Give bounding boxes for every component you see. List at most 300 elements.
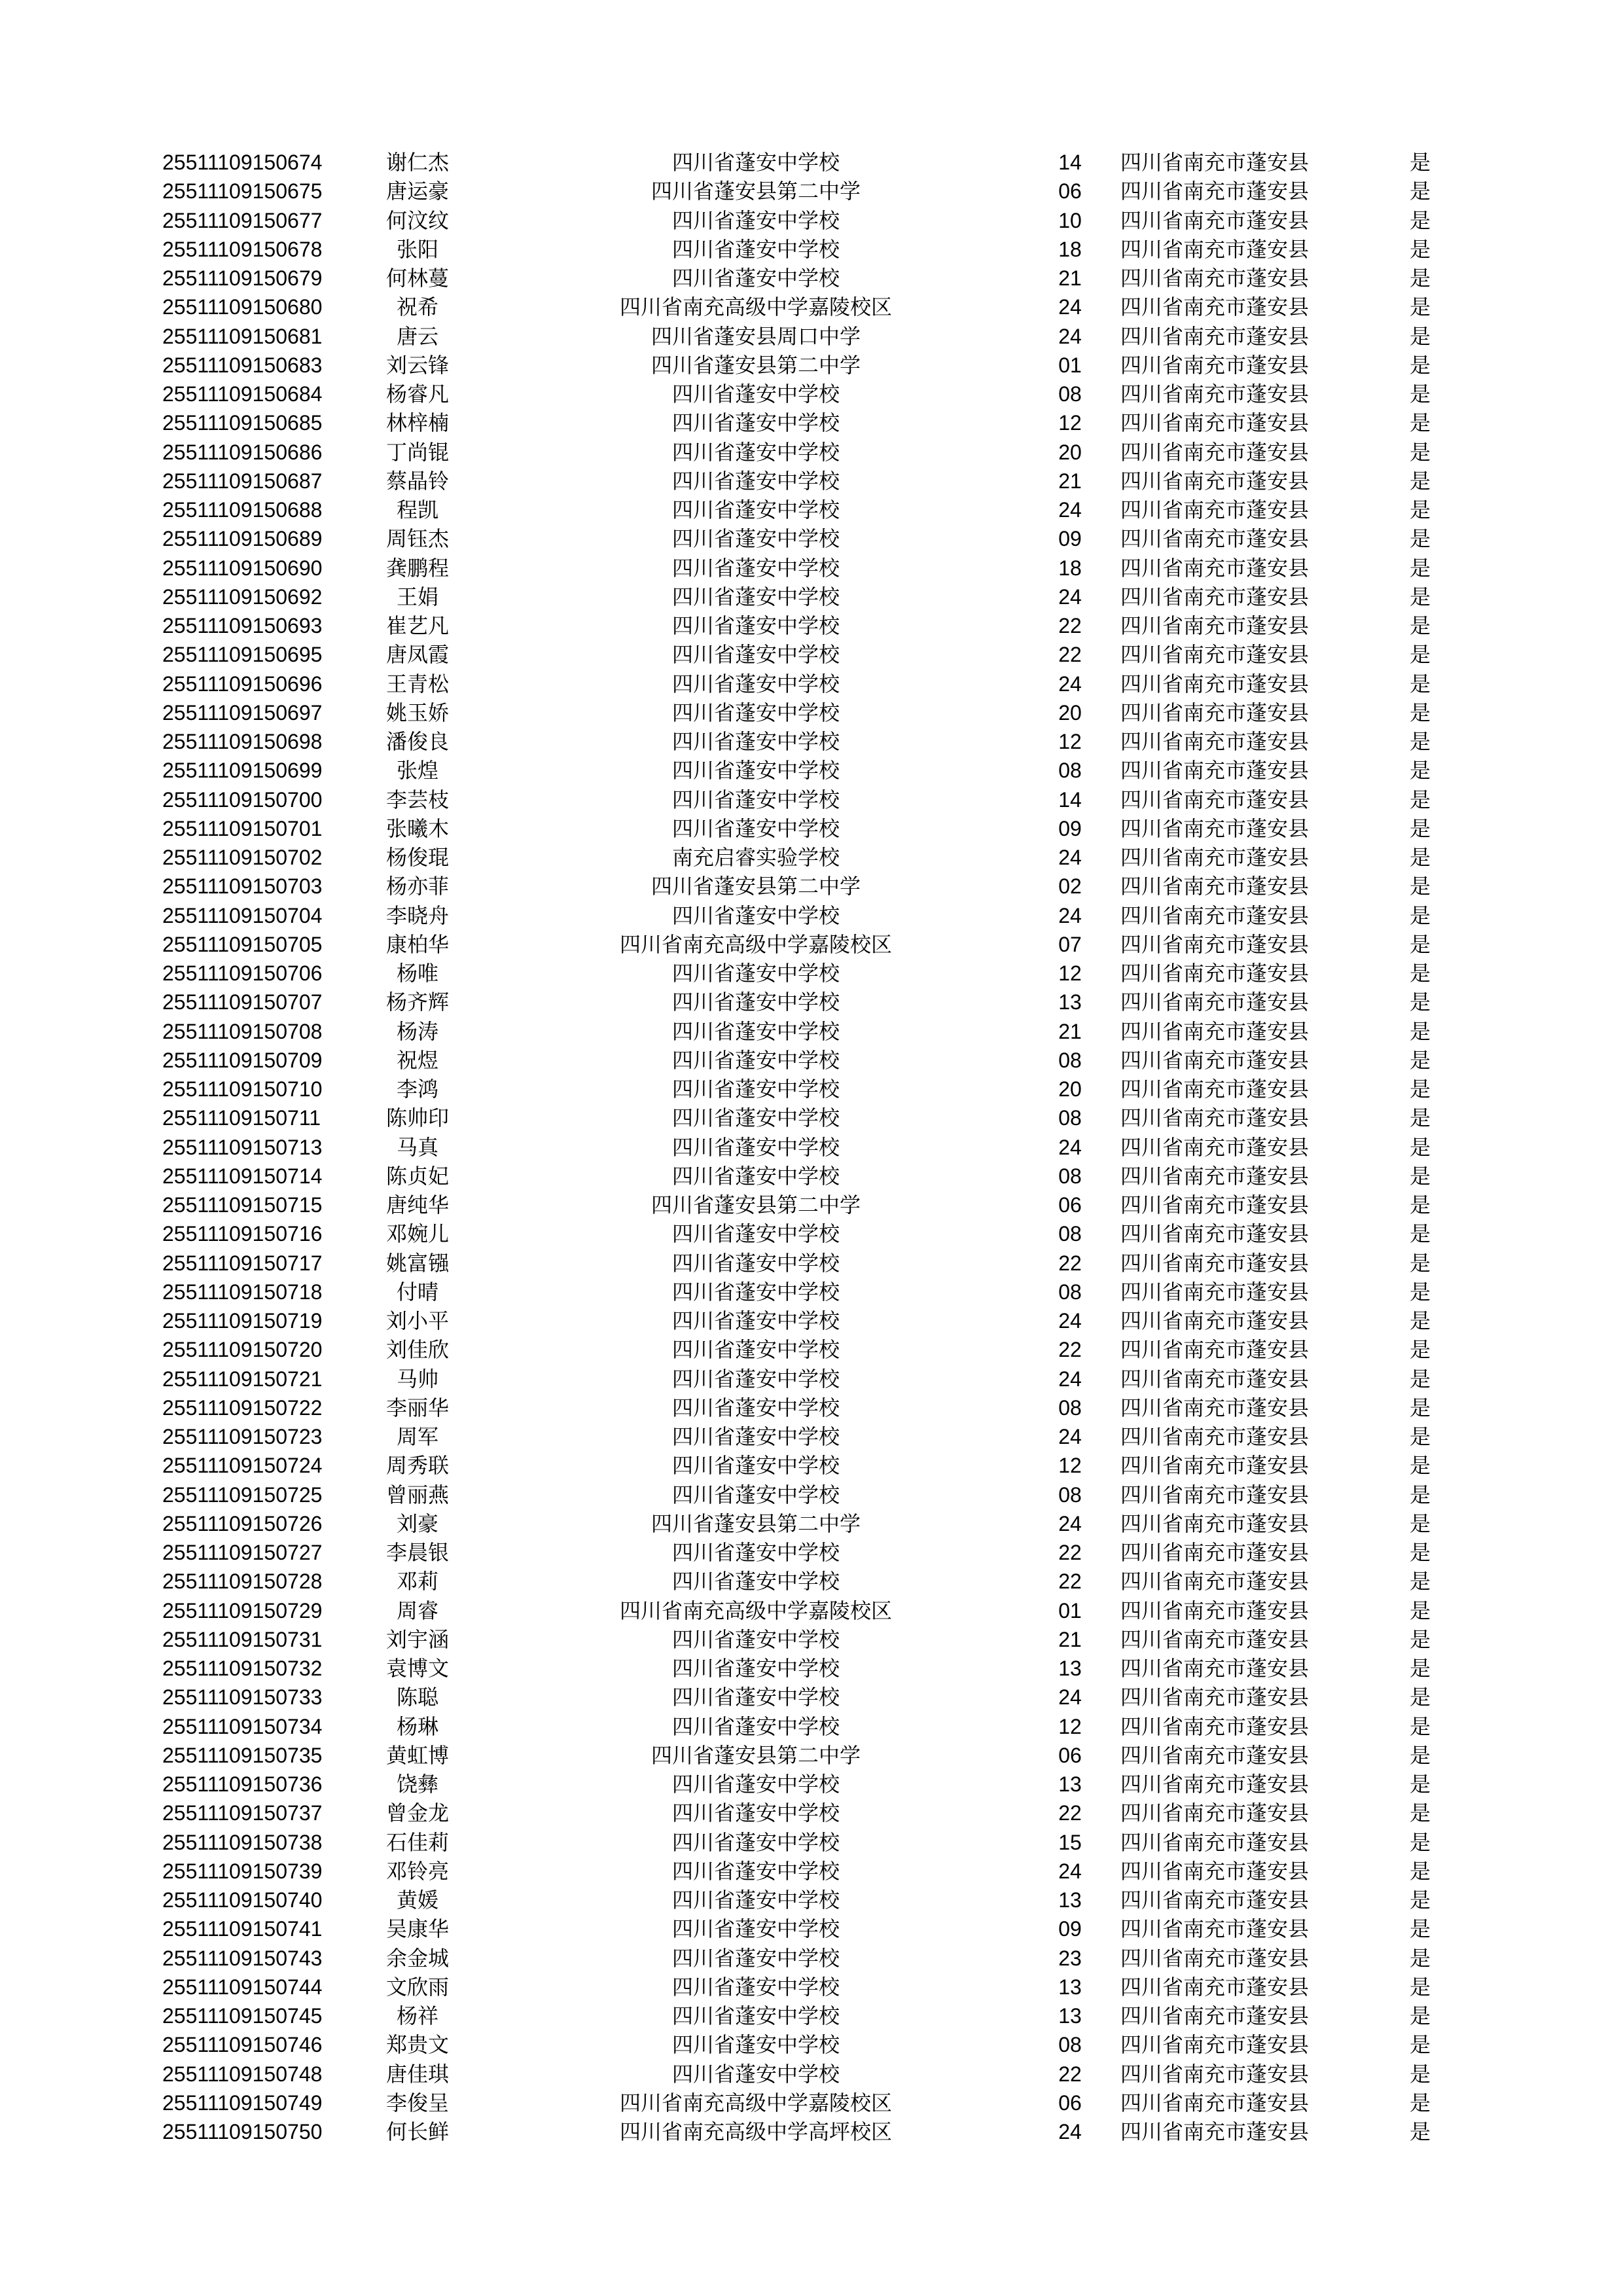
student-id-cell: 25511109150724 (162, 1454, 323, 1478)
region-cell: 四川省南充市蓬安县 (1120, 2090, 1310, 2115)
region-cell: 四川省南充市蓬安县 (1120, 439, 1310, 465)
region-cell: 四川省南充市蓬安县 (1120, 787, 1310, 812)
table-row (0, 1335, 1623, 1364)
status-flag-cell: 是 (1409, 1047, 1431, 1073)
class-number-cell: 13 (1058, 1657, 1082, 1680)
status-flag-cell: 是 (1409, 1337, 1431, 1363)
class-number-cell: 12 (1058, 1454, 1082, 1478)
class-number-cell: 08 (1058, 1164, 1082, 1188)
table-row (0, 930, 1623, 959)
status-flag-cell: 是 (1409, 1424, 1431, 1449)
school-cell: 四川省南充高级中学嘉陵校区 (619, 2090, 892, 2115)
table-row (0, 1365, 1623, 1393)
table-row (0, 1683, 1623, 1712)
status-flag-cell: 是 (1409, 671, 1431, 696)
status-flag-cell: 是 (1409, 468, 1431, 493)
student-id-cell: 25511109150707 (162, 990, 323, 1014)
class-number-cell: 08 (1058, 1106, 1082, 1130)
student-id-cell: 25511109150741 (162, 1917, 323, 1941)
region-cell: 四川省南充市蓬安县 (1120, 700, 1310, 725)
region-cell: 四川省南充市蓬安县 (1120, 1105, 1310, 1131)
school-cell: 四川省蓬安中学校 (671, 671, 840, 696)
status-flag-cell: 是 (1409, 236, 1431, 262)
student-name-cell: 李俊呈 (385, 2090, 449, 2115)
school-cell: 四川省蓬安中学校 (671, 555, 840, 581)
student-name-cell: 杨睿凡 (385, 382, 449, 406)
student-name-cell: 邓婉儿 (385, 1221, 449, 1247)
status-flag-cell: 是 (1409, 1308, 1431, 1333)
region-cell: 四川省南充市蓬安县 (1120, 729, 1310, 754)
region-cell: 四川省南充市蓬安县 (1120, 1482, 1310, 1507)
class-number-cell: 24 (1058, 584, 1082, 609)
school-cell: 四川省蓬安中学校 (671, 1337, 840, 1363)
student-name-cell: 袁博文 (385, 1656, 449, 1681)
student-id-cell: 25511109150689 (162, 527, 323, 551)
class-number-cell: 24 (1058, 2120, 1082, 2144)
region-cell: 四川省南充市蓬安县 (1120, 1511, 1310, 1536)
school-cell: 四川省蓬安中学校 (671, 2061, 840, 2087)
class-number-cell: 24 (1058, 903, 1082, 927)
status-flag-cell: 是 (1409, 1888, 1431, 1912)
class-number-cell: 12 (1058, 961, 1082, 985)
table-row (0, 206, 1623, 235)
region-cell: 四川省南充市蓬安县 (1120, 236, 1310, 262)
student-name-cell: 姚富镪 (385, 1250, 449, 1276)
status-flag-cell: 是 (1409, 1685, 1431, 1710)
student-id-cell: 25511109150720 (162, 1338, 323, 1362)
region-cell: 四川省南充市蓬安县 (1120, 207, 1310, 233)
class-number-cell: 22 (1058, 1570, 1082, 1594)
class-number-cell: 08 (1058, 1482, 1082, 1507)
class-number-cell: 14 (1058, 151, 1082, 174)
class-number-cell: 23 (1058, 1946, 1082, 1970)
status-flag-cell: 是 (1409, 1598, 1431, 1623)
student-name-cell: 康柏华 (385, 931, 449, 957)
school-cell: 四川省蓬安县第二中学 (651, 874, 861, 899)
table-row (0, 467, 1623, 495)
status-flag-cell: 是 (1409, 642, 1431, 668)
student-id-cell: 25511109150695 (162, 643, 323, 667)
class-number-cell: 06 (1058, 1193, 1082, 1217)
student-name-cell: 郑贵文 (385, 2032, 449, 2058)
student-name-cell: 林梓楠 (385, 410, 449, 436)
student-name-cell: 李晓舟 (385, 903, 449, 928)
student-id-cell: 25511109150743 (162, 1946, 323, 1970)
table-row (0, 2060, 1623, 2089)
status-flag-cell: 是 (1409, 526, 1431, 552)
status-flag-cell: 是 (1409, 2090, 1431, 2115)
student-id-cell: 25511109150744 (162, 1975, 323, 1999)
table-row (0, 1133, 1623, 1162)
school-cell: 四川省蓬安中学校 (671, 1626, 840, 1652)
class-number-cell: 08 (1058, 1048, 1082, 1072)
school-cell: 四川省蓬安中学校 (671, 1829, 840, 1855)
region-cell: 四川省南充市蓬安县 (1120, 1801, 1310, 1826)
school-cell: 四川省蓬安中学校 (671, 961, 840, 986)
student-name-cell: 龚鹏程 (385, 555, 449, 581)
student-id-cell: 25511109150680 (162, 295, 323, 319)
table-row (0, 1219, 1623, 1248)
student-name-cell: 杨唯 (396, 961, 438, 986)
region-cell: 四川省南充市蓬安县 (1120, 1077, 1310, 1102)
region-cell: 四川省南充市蓬安县 (1120, 1134, 1310, 1160)
school-cell: 四川省蓬安中学校 (671, 1569, 840, 1594)
school-cell: 四川省蓬安中学校 (671, 382, 840, 406)
student-name-cell: 黄媛 (396, 1888, 438, 1912)
student-name-cell: 文欣雨 (385, 1974, 449, 2000)
class-number-cell: 24 (1058, 1511, 1082, 1535)
table-row (0, 611, 1623, 640)
student-name-cell: 姚玉娇 (385, 700, 449, 725)
table-row (0, 2030, 1623, 2059)
student-id-cell: 25511109150681 (162, 324, 323, 348)
region-cell: 四川省南充市蓬安县 (1120, 1858, 1310, 1884)
status-flag-cell: 是 (1409, 1916, 1431, 1942)
region-cell: 四川省南充市蓬安县 (1120, 1569, 1310, 1594)
school-cell: 四川省蓬安中学校 (671, 642, 840, 668)
class-number-cell: 13 (1058, 990, 1082, 1014)
class-number-cell: 13 (1058, 2004, 1082, 2028)
table-row (0, 988, 1623, 1016)
status-flag-cell: 是 (1409, 1395, 1431, 1420)
student-name-cell: 余金城 (385, 1945, 449, 1971)
school-cell: 南充启睿实验学校 (671, 845, 840, 870)
student-name-cell: 唐纯华 (385, 1193, 449, 1217)
student-name-cell: 李丽华 (385, 1395, 449, 1420)
school-cell: 四川省蓬安中学校 (671, 990, 840, 1015)
region-cell: 四川省南充市蓬安县 (1120, 2119, 1310, 2144)
student-id-cell: 25511109150674 (162, 151, 323, 174)
region-cell: 四川省南充市蓬安县 (1120, 845, 1310, 870)
school-cell: 四川省蓬安中学校 (671, 1888, 840, 1912)
class-number-cell: 06 (1058, 2090, 1082, 2115)
student-id-cell: 25511109150732 (162, 1657, 323, 1680)
student-id-cell: 25511109150728 (162, 1570, 323, 1594)
class-number-cell: 13 (1058, 1888, 1082, 1912)
student-name-cell: 刘宇涵 (385, 1626, 449, 1652)
student-id-cell: 25511109150723 (162, 1425, 323, 1448)
student-id-cell: 25511109150679 (162, 266, 323, 290)
school-cell: 四川省蓬安中学校 (671, 1540, 840, 1565)
student-id-cell: 25511109150736 (162, 1772, 323, 1796)
school-cell: 四川省蓬安中学校 (671, 1453, 840, 1479)
table-row (0, 1046, 1623, 1075)
student-id-cell: 25511109150684 (162, 382, 323, 406)
school-cell: 四川省蓬安中学校 (671, 1916, 840, 1942)
region-cell: 四川省南充市蓬安县 (1120, 874, 1310, 899)
class-number-cell: 09 (1058, 816, 1082, 840)
student-id-cell: 25511109150739 (162, 1859, 323, 1883)
table-row (0, 1393, 1623, 1422)
status-flag-cell: 是 (1409, 497, 1431, 522)
student-id-cell: 25511109150693 (162, 614, 323, 637)
status-flag-cell: 是 (1409, 2003, 1431, 2028)
status-flag-cell: 是 (1409, 352, 1431, 378)
region-cell: 四川省南充市蓬安县 (1120, 816, 1310, 841)
table-row (0, 1770, 1623, 1799)
student-name-cell: 周钰杰 (385, 526, 449, 552)
status-flag-cell: 是 (1409, 1772, 1431, 1797)
region-cell: 四川省南充市蓬安县 (1120, 382, 1310, 406)
status-flag-cell: 是 (1409, 584, 1431, 609)
table-row (0, 583, 1623, 611)
school-cell: 四川省蓬安县第二中学 (651, 1511, 861, 1536)
student-id-cell: 25511109150678 (162, 237, 323, 261)
class-number-cell: 24 (1058, 1309, 1082, 1333)
school-cell: 四川省蓬安县第二中学 (651, 1193, 861, 1217)
region-cell: 四川省南充市蓬安县 (1120, 1018, 1310, 1044)
table-row (0, 148, 1623, 177)
student-name-cell: 杨俊琨 (385, 845, 449, 870)
class-number-cell: 22 (1058, 1541, 1082, 1564)
table-row (0, 1886, 1623, 1914)
table-row (0, 756, 1623, 785)
student-name-cell: 周秀联 (385, 1453, 449, 1479)
school-cell: 四川省蓬安中学校 (671, 758, 840, 783)
region-cell: 四川省南充市蓬安县 (1120, 1453, 1310, 1479)
class-number-cell: 21 (1058, 469, 1082, 493)
student-id-cell: 25511109150703 (162, 874, 323, 899)
student-name-cell: 李芸枝 (385, 787, 449, 812)
table-row (0, 2117, 1623, 2146)
table-row (0, 235, 1623, 264)
student-id-cell: 25511109150733 (162, 1685, 323, 1710)
region-cell: 四川省南充市蓬安县 (1120, 1685, 1310, 1710)
status-flag-cell: 是 (1409, 1018, 1431, 1044)
school-cell: 四川省蓬安中学校 (671, 1656, 840, 1681)
table-row (0, 1914, 1623, 1943)
class-number-cell: 22 (1058, 1801, 1082, 1825)
table-row (0, 1017, 1623, 1046)
status-flag-cell: 是 (1409, 1540, 1431, 1565)
region-cell: 四川省南充市蓬安县 (1120, 1713, 1310, 1739)
status-flag-cell: 是 (1409, 1134, 1431, 1160)
status-flag-cell: 是 (1409, 729, 1431, 754)
student-name-cell: 王青松 (385, 671, 449, 696)
class-number-cell: 24 (1058, 295, 1082, 319)
student-name-cell: 陈聪 (396, 1685, 438, 1710)
class-number-cell: 08 (1058, 382, 1082, 406)
region-cell: 四川省南充市蓬安县 (1120, 1221, 1310, 1247)
school-cell: 四川省蓬安中学校 (671, 1250, 840, 1276)
student-name-cell: 邓莉 (396, 1569, 438, 1594)
student-id-cell: 25511109150726 (162, 1511, 323, 1535)
status-flag-cell: 是 (1409, 295, 1431, 320)
status-flag-cell: 是 (1409, 1858, 1431, 1884)
student-name-cell: 王娟 (396, 584, 438, 609)
region-cell: 四川省南充市蓬安县 (1120, 1308, 1310, 1333)
class-number-cell: 06 (1058, 179, 1082, 204)
status-flag-cell: 是 (1409, 787, 1431, 812)
student-id-cell: 25511109150737 (162, 1801, 323, 1825)
region-cell: 四川省南充市蓬安县 (1120, 1772, 1310, 1797)
student-name-cell: 陈帅印 (385, 1105, 449, 1131)
table-row (0, 843, 1623, 872)
student-id-cell: 25511109150697 (162, 700, 323, 725)
status-flag-cell: 是 (1409, 1250, 1431, 1276)
region-cell: 四川省南充市蓬安县 (1120, 2003, 1310, 2028)
class-number-cell: 22 (1058, 1338, 1082, 1362)
class-number-cell: 08 (1058, 1280, 1082, 1304)
status-flag-cell: 是 (1409, 150, 1431, 175)
class-number-cell: 20 (1058, 1077, 1082, 1101)
table-row (0, 1799, 1623, 1827)
status-flag-cell: 是 (1409, 961, 1431, 986)
student-id-cell: 25511109150713 (162, 1135, 323, 1159)
region-cell: 四川省南充市蓬安县 (1120, 1366, 1310, 1391)
student-name-cell: 马真 (396, 1134, 438, 1160)
table-row (0, 670, 1623, 698)
student-name-cell: 杨祥 (396, 2003, 438, 2028)
class-number-cell: 20 (1058, 700, 1082, 725)
student-id-cell: 25511109150727 (162, 1541, 323, 1564)
table-row (0, 1596, 1623, 1625)
student-name-cell: 潘俊良 (385, 729, 449, 754)
region-cell: 四川省南充市蓬安县 (1120, 931, 1310, 957)
student-name-cell: 祝希 (396, 295, 438, 320)
class-number-cell: 24 (1058, 498, 1082, 522)
class-number-cell: 22 (1058, 2062, 1082, 2086)
school-cell: 四川省蓬安中学校 (671, 1772, 840, 1797)
school-cell: 四川省蓬安中学校 (671, 2032, 840, 2058)
region-cell: 四川省南充市蓬安县 (1120, 1424, 1310, 1449)
table-row (0, 380, 1623, 408)
class-number-cell: 22 (1058, 643, 1082, 667)
school-cell: 四川省蓬安县第二中学 (651, 352, 861, 378)
student-name-cell: 丁尚锟 (385, 439, 449, 465)
table-row (0, 1162, 1623, 1191)
region-cell: 四川省南充市蓬安县 (1120, 990, 1310, 1015)
status-flag-cell: 是 (1409, 1742, 1431, 1768)
region-cell: 四川省南充市蓬安县 (1120, 1163, 1310, 1189)
school-cell: 四川省蓬安中学校 (671, 1077, 840, 1102)
school-cell: 四川省蓬安中学校 (671, 1713, 840, 1739)
class-number-cell: 13 (1058, 1772, 1082, 1796)
class-number-cell: 21 (1058, 1019, 1082, 1043)
class-number-cell: 07 (1058, 932, 1082, 956)
school-cell: 四川省蓬安中学校 (671, 1134, 840, 1160)
region-cell: 四川省南充市蓬安县 (1120, 1279, 1310, 1304)
school-cell: 四川省蓬安中学校 (671, 613, 840, 638)
student-name-cell: 张阳 (396, 236, 438, 262)
class-number-cell: 22 (1058, 1251, 1082, 1275)
status-flag-cell: 是 (1409, 1801, 1431, 1826)
table-row (0, 1654, 1623, 1683)
region-cell: 四川省南充市蓬安县 (1120, 1742, 1310, 1768)
class-number-cell: 24 (1058, 324, 1082, 348)
school-cell: 四川省蓬安中学校 (671, 903, 840, 928)
class-number-cell: 08 (1058, 1222, 1082, 1246)
student-name-cell: 张煌 (396, 758, 438, 783)
student-id-cell: 25511109150738 (162, 1830, 323, 1854)
student-id-cell: 25511109150717 (162, 1251, 323, 1275)
student-id-cell: 25511109150749 (162, 2090, 323, 2115)
student-id-cell: 25511109150719 (162, 1309, 323, 1333)
student-id-cell: 25511109150718 (162, 1280, 323, 1304)
class-number-cell: 24 (1058, 1859, 1082, 1883)
status-flag-cell: 是 (1409, 1077, 1431, 1102)
student-name-cell: 崔艺凡 (385, 613, 449, 638)
school-cell: 四川省蓬安中学校 (671, 150, 840, 175)
student-name-cell: 何长鲜 (385, 2119, 449, 2144)
status-flag-cell: 是 (1409, 1453, 1431, 1479)
status-flag-cell: 是 (1409, 1974, 1431, 2000)
table-row (0, 1509, 1623, 1538)
student-name-cell: 付晴 (396, 1279, 438, 1304)
student-name-cell: 唐佳琪 (385, 2061, 449, 2087)
table-row (0, 1480, 1623, 1509)
table-row (0, 1567, 1623, 1596)
student-id-cell: 25511109150692 (162, 584, 323, 609)
student-id-cell: 25511109150696 (162, 672, 323, 696)
table-row (0, 1451, 1623, 1480)
student-id-cell: 25511109150715 (162, 1193, 323, 1217)
region-cell: 四川省南充市蓬安县 (1120, 1193, 1310, 1217)
status-flag-cell: 是 (1409, 179, 1431, 204)
status-flag-cell: 是 (1409, 1829, 1431, 1855)
student-name-cell: 曾丽燕 (385, 1482, 449, 1507)
region-cell: 四川省南充市蓬安县 (1120, 642, 1310, 668)
table-row (0, 293, 1623, 321)
student-name-cell: 黄虹博 (385, 1742, 449, 1768)
class-number-cell: 08 (1058, 2033, 1082, 2057)
table-row (0, 1306, 1623, 1335)
table-row (0, 1422, 1623, 1451)
student-id-cell: 25511109150721 (162, 1367, 323, 1391)
status-flag-cell: 是 (1409, 758, 1431, 783)
student-id-cell: 25511109150698 (162, 730, 323, 753)
school-cell: 四川省蓬安中学校 (671, 236, 840, 262)
table-row (0, 727, 1623, 756)
class-number-cell: 01 (1058, 1598, 1082, 1623)
table-row (0, 640, 1623, 669)
student-id-cell: 25511109150740 (162, 1888, 323, 1912)
class-number-cell: 24 (1058, 672, 1082, 696)
school-cell: 四川省蓬安中学校 (671, 729, 840, 754)
class-number-cell: 22 (1058, 614, 1082, 637)
status-flag-cell: 是 (1409, 1163, 1431, 1189)
status-flag-cell: 是 (1409, 207, 1431, 233)
region-cell: 四川省南充市蓬安县 (1120, 2061, 1310, 2087)
status-flag-cell: 是 (1409, 1656, 1431, 1681)
status-flag-cell: 是 (1409, 700, 1431, 725)
region-cell: 四川省南充市蓬安县 (1120, 2032, 1310, 2058)
table-row (0, 177, 1623, 206)
table-row (0, 1625, 1623, 1654)
table-row (0, 959, 1623, 988)
status-flag-cell: 是 (1409, 874, 1431, 899)
student-name-cell: 刘佳欣 (385, 1337, 449, 1363)
student-id-cell: 25511109150704 (162, 903, 323, 927)
class-number-cell: 18 (1058, 556, 1082, 580)
class-number-cell: 06 (1058, 1743, 1082, 1767)
student-name-cell: 饶彝 (396, 1772, 438, 1797)
status-flag-cell: 是 (1409, 1279, 1431, 1304)
status-flag-cell: 是 (1409, 2061, 1431, 2087)
table-row (0, 872, 1623, 901)
table-row (0, 1857, 1623, 1886)
status-flag-cell: 是 (1409, 1221, 1431, 1247)
school-cell: 四川省蓬安中学校 (671, 787, 840, 812)
status-flag-cell: 是 (1409, 1511, 1431, 1536)
school-cell: 四川省蓬安中学校 (671, 700, 840, 725)
status-flag-cell: 是 (1409, 1626, 1431, 1652)
region-cell: 四川省南充市蓬安县 (1120, 497, 1310, 522)
region-cell: 四川省南充市蓬安县 (1120, 613, 1310, 638)
school-cell: 四川省蓬安中学校 (671, 1801, 840, 1826)
student-id-cell: 25511109150701 (162, 816, 323, 840)
student-name-cell: 祝煜 (396, 1047, 438, 1073)
